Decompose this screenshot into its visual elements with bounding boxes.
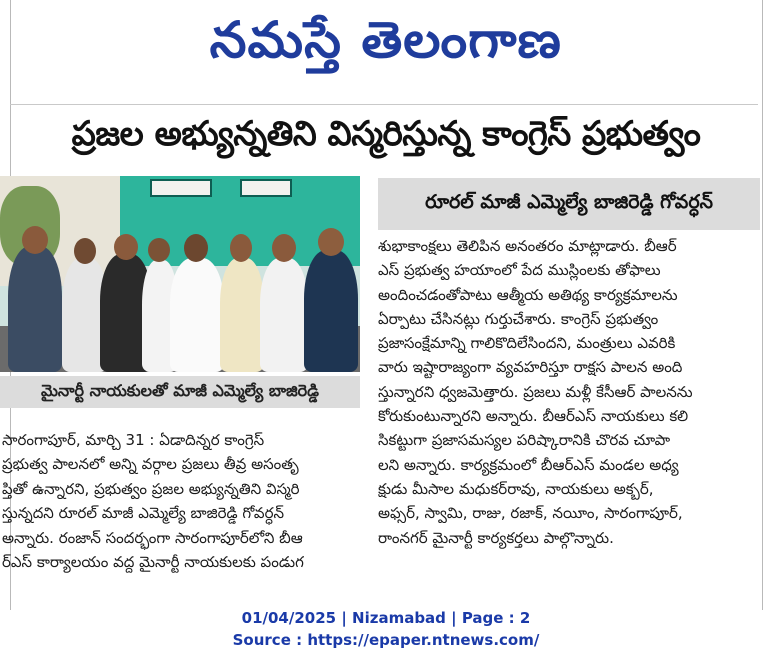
- body-line: ప్రభుత్వ పాలనలో అన్ని వర్గాల ప్రజలు తీవ్ర అసంతృ: [2, 455, 299, 474]
- edition-info: 01/04/2025 | Nizamabad | Page : 2: [241, 609, 531, 627]
- body-line: శుభాకాంక్షలు తెలిపిన అనంతరం మాట్లాడారు. బీఆర్: [378, 237, 677, 255]
- body-line: వారు ఇష్టారాజ్యంగా వ్యవహరిస్తూ రాక్షస పాలన అంది: [378, 358, 683, 377]
- body-line: స్తున్నదని రూరల్ మాజీ ఎమ్మెల్యే బాజిరెడ్డి గోవర్ధన్: [2, 504, 285, 523]
- body-line: రాంనగర్ మైనార్టీ కార్యకర్తలు పాల్గొన్నారు.: [378, 528, 614, 547]
- article-body-left-column: [2, 428, 362, 588]
- body-line: క్షుడు మీసాల మధుకర్‌రావు, నాయకులు అక్బర్,: [378, 479, 654, 498]
- photo-caption: మైనార్టీ నాయకులతో మాజీ ఎమ్మెల్యే బాజిరెడ్డి: [0, 376, 360, 408]
- body-line: అఫ్సర్, స్వామి, రాజు, రజాక్, నయీం, సారంగాపూర్,: [378, 504, 683, 523]
- body-line: సారంగాపూర్, మార్చి 31 : ఏడాదిన్నర కాంగ్రెస్: [2, 431, 265, 449]
- masthead: [0, 0, 772, 92]
- body-line: ప్రజాసంక్షేమాన్ని గాలికొదిలేసిందని, మంత్రులు ఎవరికి: [378, 334, 676, 353]
- body-line: కోరుకుంటున్నారని అన్నారు. బీఆర్‌ఎస్ నాయకులు కలి: [378, 407, 689, 426]
- article-body-right-column: [378, 234, 760, 594]
- body-line: ఎస్ ప్రభుత్వ హయాంలో పేద ముస్లింలకు తోఫాలు: [378, 261, 661, 280]
- article-photo: [0, 176, 360, 372]
- source-footer: [0, 607, 772, 651]
- body-line: స్తున్నారని ధ్వజమెత్తారు. ప్రజలు మళ్లీ కేసీఆర్ పాలనను: [378, 382, 693, 401]
- body-line: ఏర్పాటు చేసినట్లు గుర్తుచేశారు. కాంగ్రెస్ ప్రభుత్వం: [378, 309, 659, 328]
- body-line: సికట్టుగా ప్రజాసమస్యల పరిష్కారానికి చొరవ చూపా: [378, 431, 671, 450]
- body-line: ర్‌ఎస్ కార్యాలయం వద్ద మైనార్టీ నాయకులకు పండుగ: [2, 553, 304, 572]
- article-subheadline: రూరల్ మాజీ ఎమ్మెల్యే బాజిరెడ్డి గోవర్ధన్: [378, 178, 760, 230]
- masthead-divider: [10, 104, 758, 105]
- newspaper-logo: నమస్తే తెలంగాణ: [209, 10, 563, 69]
- body-line: అన్నారు. రంజాన్ సందర్భంగా సారంగాపూర్‌లోని బీఆ: [2, 528, 303, 547]
- body-line: అందించడంతోపాటు ఆత్మీయ అతిథ్య కార్యక్రమాలను: [378, 285, 678, 304]
- body-line: ప్తితో ఉన్నారని, ప్రభుత్వం ప్రజల అభ్యున్నతిని విస్మరి: [2, 479, 300, 498]
- body-line: లని అన్నారు. కార్యక్రమంలో బీఆర్‌ఎస్ మండల అధ్య: [378, 455, 679, 474]
- source-link[interactable]: Source : https://epaper.ntnews.com/: [232, 631, 540, 649]
- article-headline: ప్రజల అభ్యున్నతిని విస్మరిస్తున్న కాంగ్రెస్ ప్రభుత్వం: [71, 114, 701, 154]
